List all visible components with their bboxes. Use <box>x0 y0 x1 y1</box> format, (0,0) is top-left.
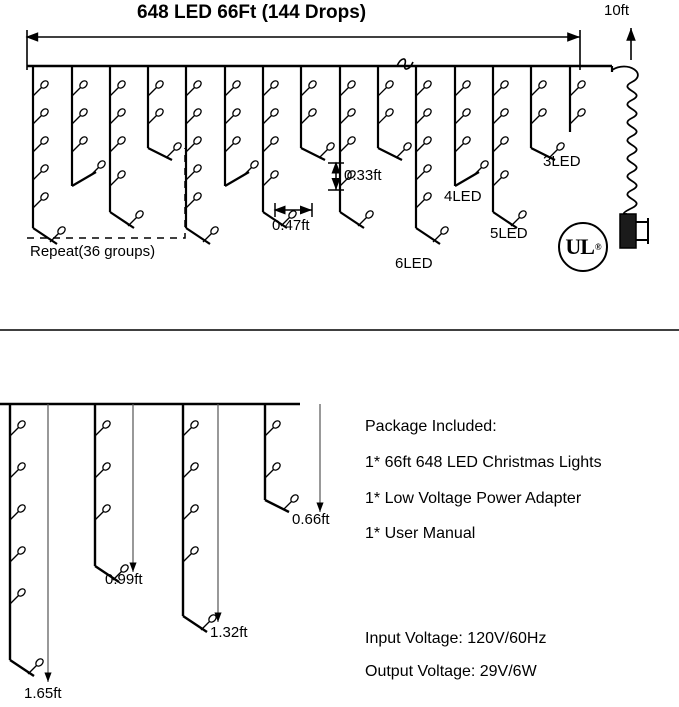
drop-label-4led: 4LED <box>444 188 482 205</box>
vertical-spacing-indicator <box>328 163 344 190</box>
registered-trademark-icon: ® <box>594 242 601 252</box>
horizontal-spacing-label: 0.47ft <box>272 217 310 234</box>
bottom-drop-strands <box>10 404 300 676</box>
package-item-manual: 1* User Manual <box>365 525 476 542</box>
drop-label-3led: 3LED <box>543 153 581 170</box>
output-voltage-label: Output Voltage: 29V/6W <box>365 663 537 680</box>
drop-label-5led: 5LED <box>490 225 528 242</box>
top-dimension-line <box>27 30 580 70</box>
package-heading: Package Included: <box>365 418 497 435</box>
drop-length-label-132: 1.32ft <box>210 624 248 641</box>
drop-label-6led: 6LED <box>395 255 433 272</box>
top-diagram-title: 648 LED 66Ft (144 Drops) <box>137 2 367 23</box>
repeat-groups-label: Repeat(36 groups) <box>30 243 156 260</box>
package-item-lights: 1* 66ft 648 LED Christmas Lights <box>365 454 602 471</box>
power-cord-and-adapter <box>612 66 648 248</box>
package-item-adapter: 1* Low Voltage Power Adapter <box>365 490 582 507</box>
drop-length-label-165: 1.65ft <box>24 685 62 702</box>
vertical-spacing-label: 0.33ft <box>344 167 382 184</box>
repeat-group-box <box>27 148 185 238</box>
ul-mark-text: UL <box>565 234 594 259</box>
main-wire <box>27 59 612 69</box>
lead-length-label: 10ft <box>604 2 630 19</box>
ul-certification-badge <box>558 222 608 272</box>
drop-length-label-066: 0.66ft <box>292 511 330 528</box>
drop-length-label-099: 0.99ft <box>105 571 143 588</box>
input-voltage-label: Input Voltage: 120V/60Hz <box>365 630 547 647</box>
